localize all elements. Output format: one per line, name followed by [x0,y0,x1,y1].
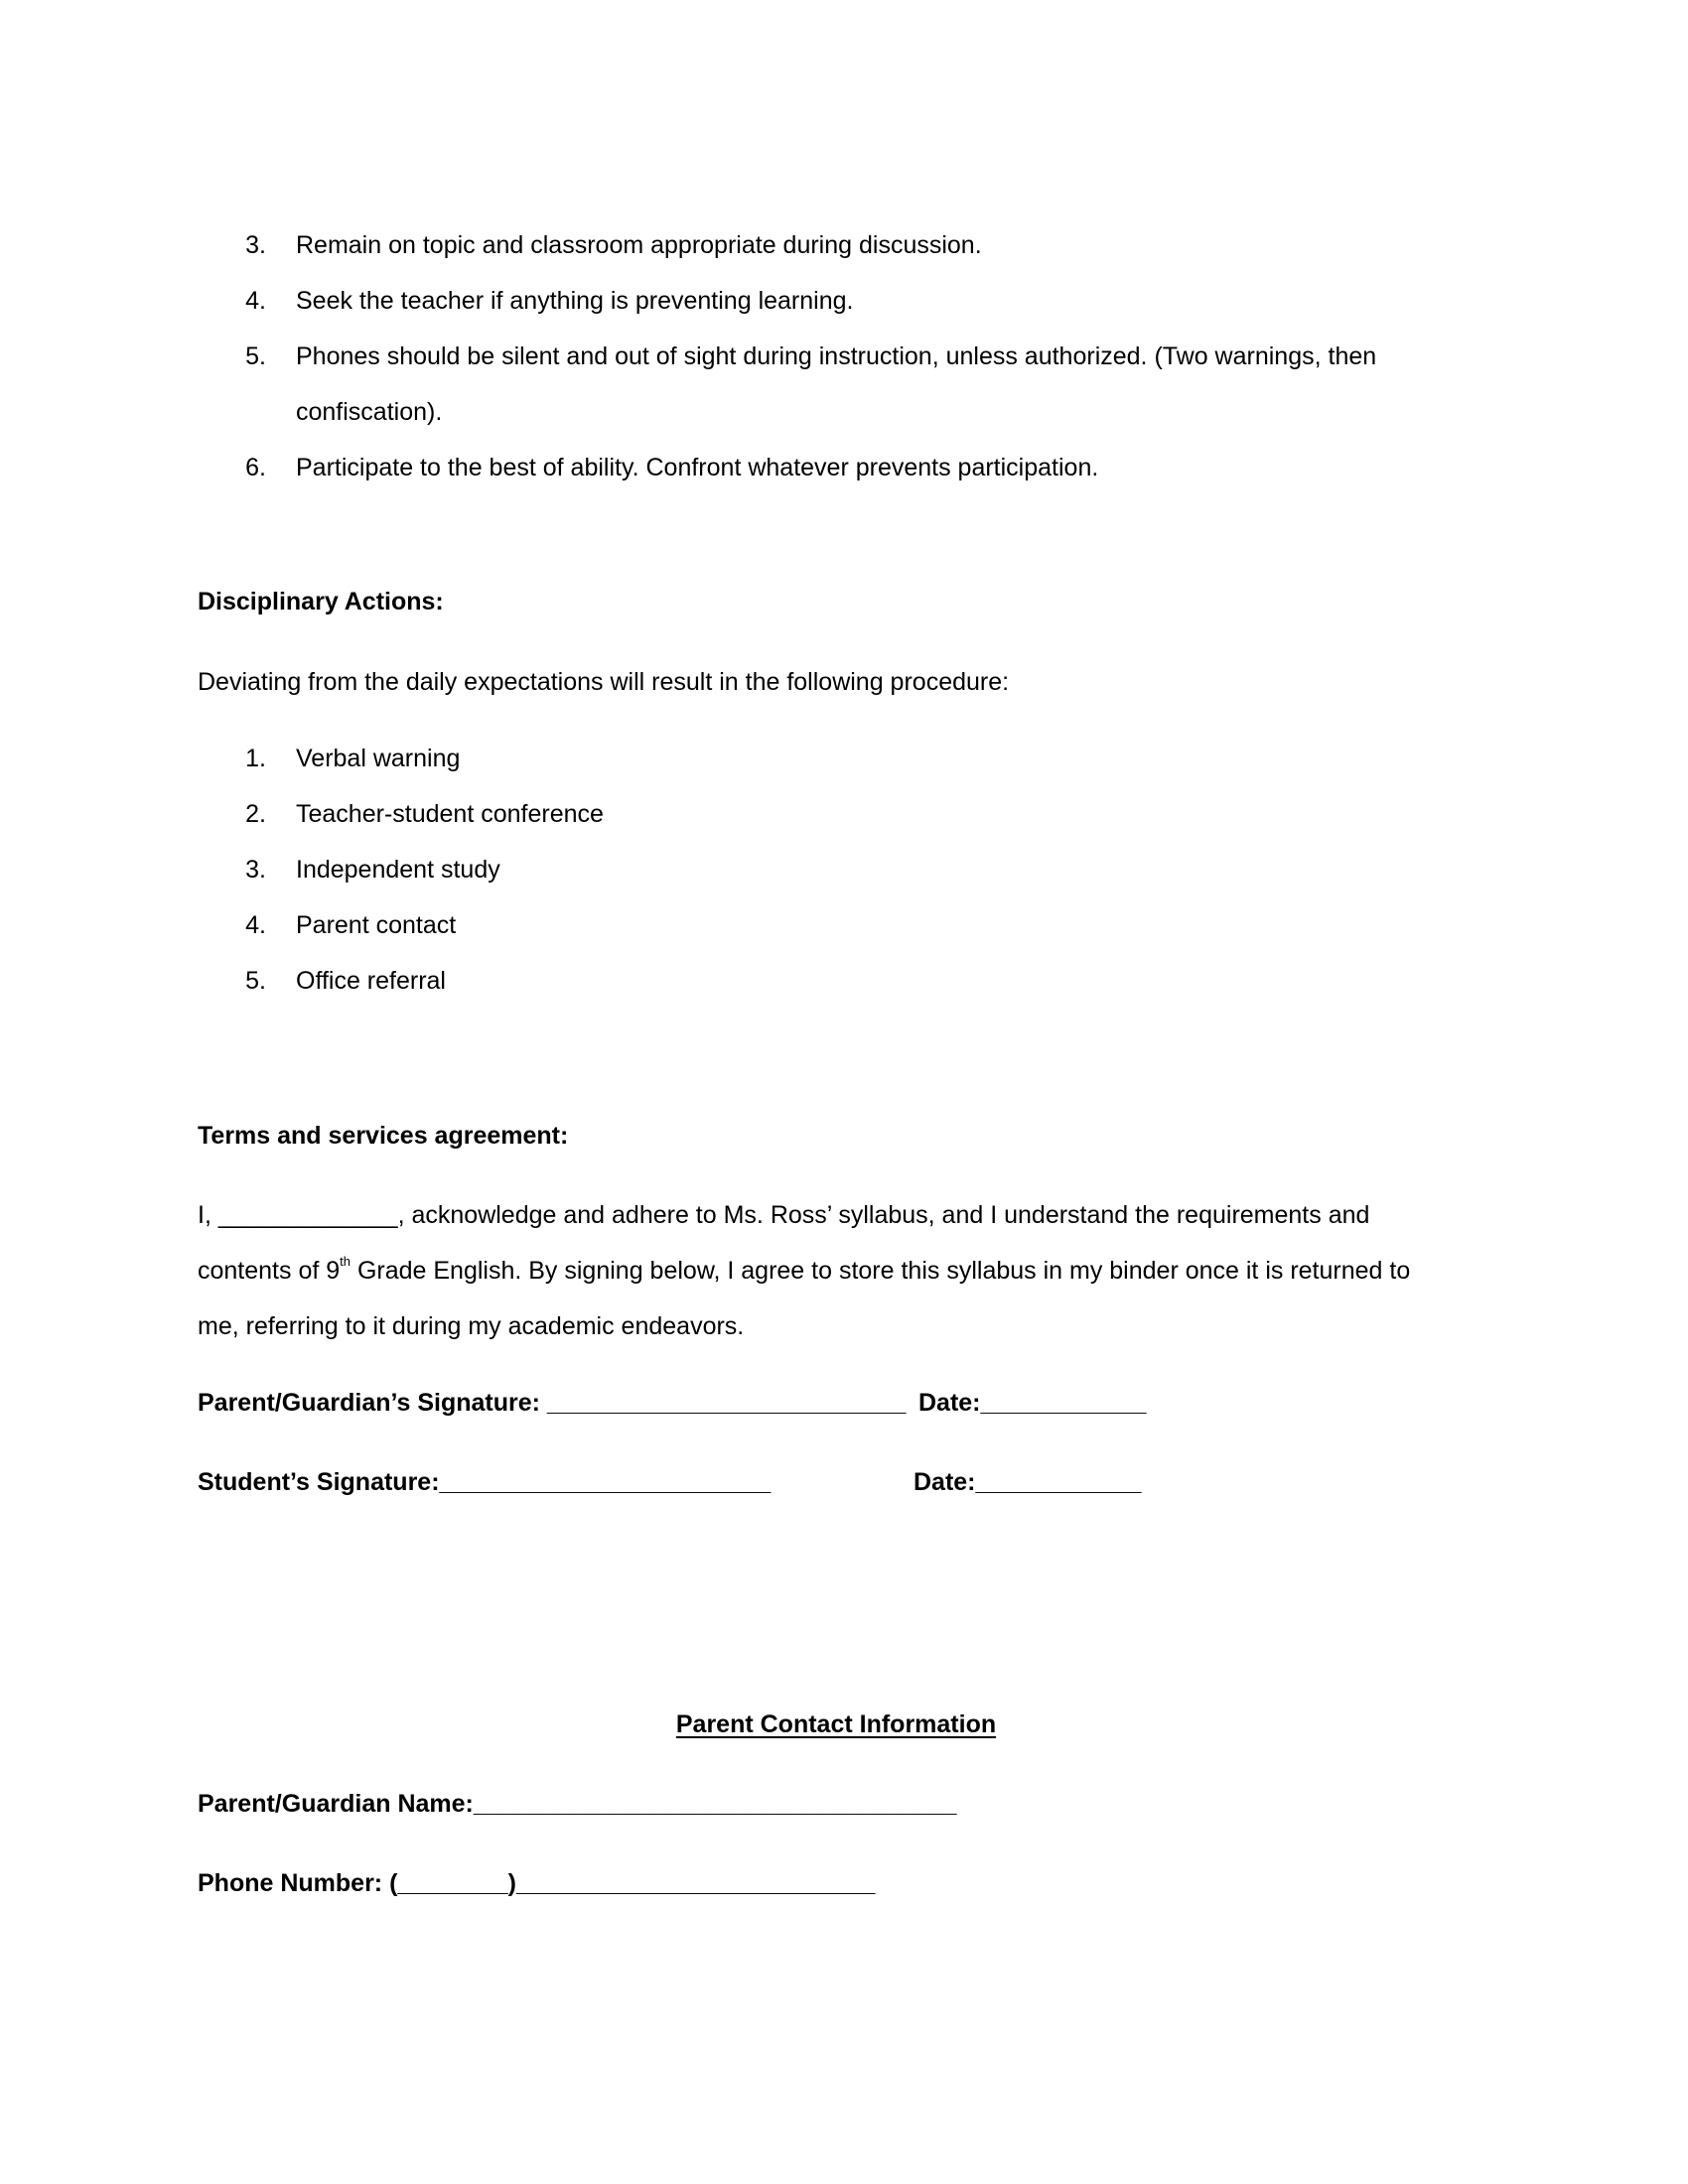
contact-heading: Parent Contact Information [675,1710,997,1738]
agreement-text-part: contents of 9 [198,1257,341,1285]
ordinal-suffix: th [340,1254,351,1269]
student-date-line[interactable]: Date:____________ [914,1468,1142,1496]
list-item-number: 6. [245,454,266,481]
list-item-number: 4. [245,911,266,939]
guardian-name-field[interactable]: Parent/Guardian Name:___________________________________ [198,1790,957,1818]
disciplinary-intro: Deviating from the daily expectations will result in the following procedure: [198,668,1010,696]
student-signature-line[interactable]: Student’s Signature:________________________ [198,1468,772,1496]
list-item-number: 3. [245,231,266,259]
disciplinary-heading: Disciplinary Actions: [198,588,444,615]
list-item-text: Parent contact [296,911,457,939]
parent-date-line[interactable]: Date:____________ [918,1389,1147,1417]
agreement-text-line-1: I, _____________, acknowledge and adhere to Ms. Ross’ syllabus, and I understand the requirements and [198,1201,1370,1229]
phone-number-field[interactable]: Phone Number: (________)__________________________ [198,1869,876,1897]
list-item-text: Verbal warning [296,745,461,772]
list-item-text: Remain on topic and classroom appropriate during discussion. [296,231,982,259]
agreement-text-line-3: me, referring to it during my academic endeavors. [198,1312,745,1340]
list-item-number: 1. [245,745,266,772]
list-item-number: 4. [245,287,266,315]
list-item-text: Independent study [296,856,500,884]
list-item-number: 5. [245,342,266,370]
list-item-continuation: confiscation). [296,398,443,426]
parent-signature-line[interactable]: Parent/Guardian’s Signature: __________________________ [198,1389,907,1417]
agreement-heading: Terms and services agreement: [198,1122,569,1150]
list-item-text: Participate to the best of ability. Confront whatever prevents participation. [296,454,1099,481]
agreement-text-part: Grade English. By signing below, I agree to store this syllabus in my binder once it is returned to [351,1257,1411,1285]
list-item-text: Teacher-student conference [296,800,604,828]
list-item-number: 2. [245,800,266,828]
list-item-number: 3. [245,856,266,884]
list-item-text: Phones should be silent and out of sight during instruction, unless authorized. (Two warnings, then [296,342,1377,370]
list-item-text: Seek the teacher if anything is preventing learning. [296,287,854,315]
agreement-text-line-2 [198,1254,1411,1285]
list-item-text: Office referral [296,967,446,995]
list-item-number: 5. [245,967,266,995]
